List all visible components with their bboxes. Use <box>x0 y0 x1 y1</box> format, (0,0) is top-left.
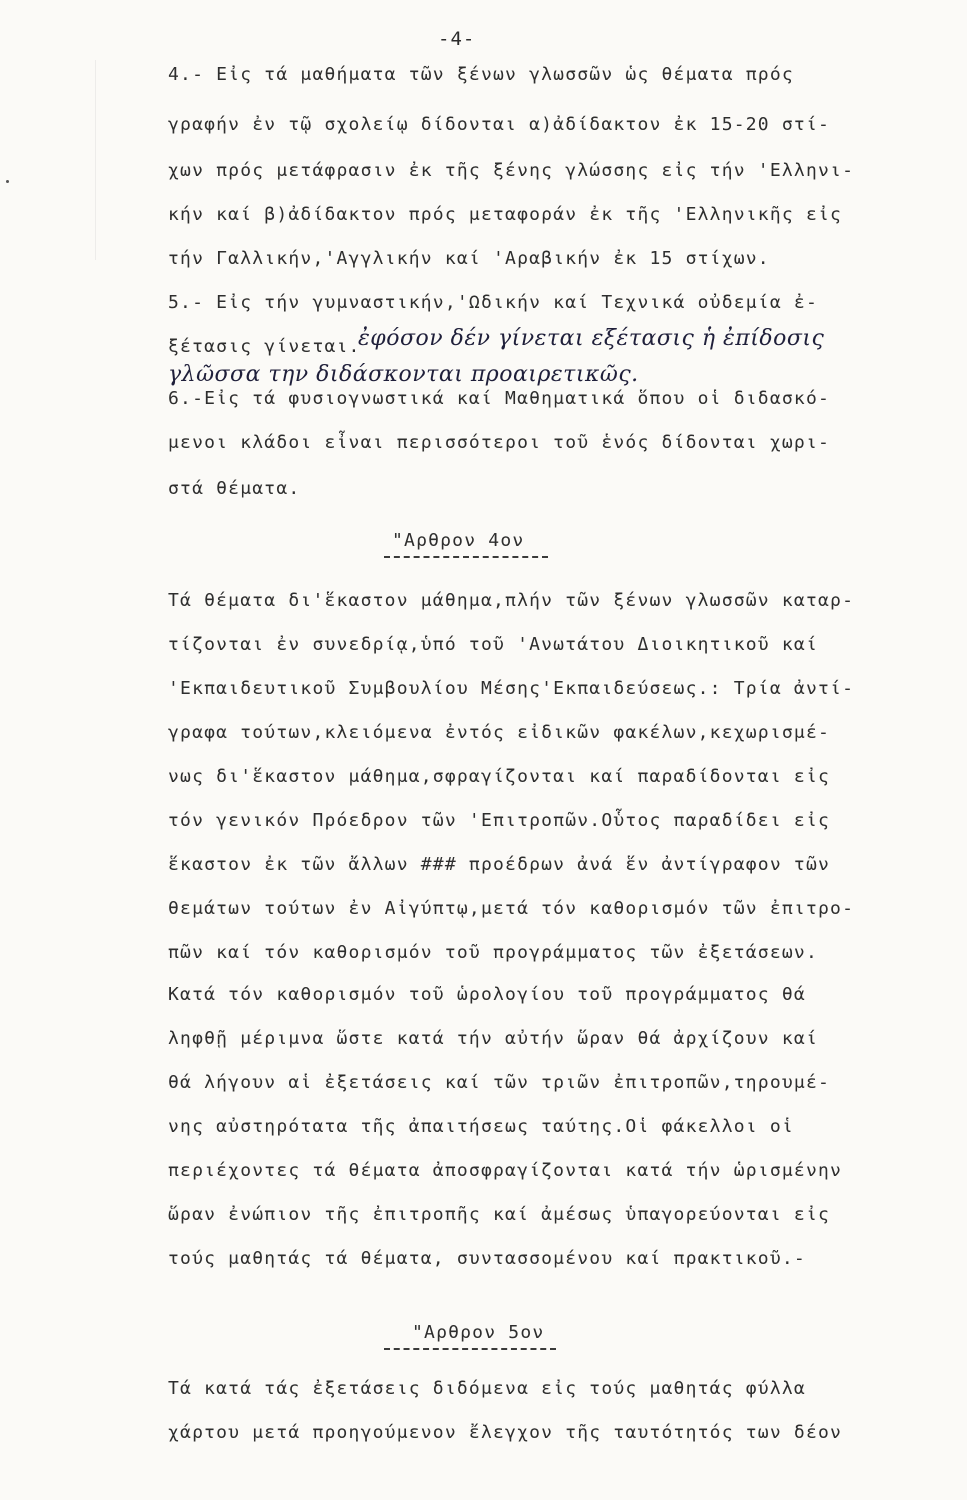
text-line: στά θέματα. <box>168 478 301 499</box>
text-line: πῶν καί τόν καθορισμόν τοῦ προγράμματος τῶν ἐξετάσεων. <box>168 942 818 963</box>
text-line: 4.- Εἰς τά μαθήματα τῶν ξένων γλωσσῶν ὡς θέματα πρός <box>168 64 794 85</box>
heading-underline <box>384 1348 556 1350</box>
handwritten-insert-line: ἐφόσον δέν γίνεται εξέτασις ἡ ἐπίδοσις <box>358 326 825 351</box>
article-5-heading: "Αρθρον 5ον <box>412 1322 545 1343</box>
text-line: γραφα τούτων,κλειόμενα ἐντός εἰδικῶν φακέλων,κεχωρισμέ- <box>168 722 831 743</box>
text-line: χων πρός μετάφρασιν ἐκ τῆς ξένης γλώσσης εἰς τήν 'Ελληνι- <box>168 160 855 181</box>
text-line: χάρτου μετά προηγούμενον ἔλεγχον τῆς ταυτότητός των δέον <box>168 1422 843 1443</box>
text-line: γραφήν ἐν τῷ σχολείῳ δίδονται α)ἀδίδακτον ἐκ 15-20 στί- <box>168 114 831 135</box>
text-line: Κατά τόν καθορισμόν τοῦ ὡρολογίου τοῦ προγράμματος θά <box>168 984 806 1005</box>
text-line: Τά κατά τάς ἐξετάσεις διδόμενα εἰς τούς μαθητάς φύλλα <box>168 1378 806 1399</box>
page-number: -4- <box>438 28 476 50</box>
text-line: 'Εκπαιδευτικοῦ Συμβουλίου Μέσης'Εκπαιδεύσεως.: Τρία ἀντί- <box>168 678 855 699</box>
text-line: τίζονται ἐν συνεδρίᾳ,ὑπό τοῦ 'Ανωτάτου Διοικητικοῦ καί <box>168 634 818 655</box>
text-line: ἕκαστον ἐκ τῶν ἄλλων ### προέδρων ἀνά ἕν ἀντίγραφον τῶν <box>168 854 831 875</box>
text-line: νως δι'ἕκαστον μάθημα,σφραγίζονται καί παραδίδονται εἰς <box>168 766 831 787</box>
faint-margin-stamp <box>0 60 96 260</box>
text-line: 6.-Εἰς τά φυσιογνωστικά καί Μαθηματικά ὅπου οἱ διδασκό- <box>168 388 831 409</box>
text-line: νης αὐστηρότατα τῆς ἀπαιτήσεως ταύτης.Οἱ φάκελλοι οἱ <box>168 1116 794 1137</box>
article-4-heading: "Αρθρον 4ον <box>392 530 525 551</box>
text-line: 5.- Εἰς τήν γυμναστικήν,'Ωδικήν καί Τεχνικά οὐδεμία ἐ- <box>168 292 818 313</box>
text-line: θεμάτων τούτων ἐν Αἰγύπτῳ,μετά τόν καθορισμόν τῶν ἐπιτρο- <box>168 898 855 919</box>
text-line: ξέτασις γίνεται. <box>168 336 361 357</box>
text-line: μενοι κλάδοι εἶναι περισσότεροι τοῦ ἑνός δίδονται χωρι- <box>168 432 831 453</box>
handwritten-insert-line: γλῶσσα την διδάσκονται προαιρετικῶς. <box>168 362 639 387</box>
text-line: ὥραν ἐνώπιον τῆς ἐπιτροπῆς καί ἀμέσως ὑπαγορεύονται εἰς <box>168 1204 831 1225</box>
text-line: περιέχοντες τά θέματα ἀποσφραγίζονται κατά τήν ὡρισμένην <box>168 1160 843 1181</box>
text-line: τόν γενικόν Πρόεδρον τῶν 'Επιτροπῶν.Οὗτος παραδίδει εἰς <box>168 810 831 831</box>
text-line: Τά θέματα δι'ἕκαστον μάθημα,πλήν τῶν ξένων γλωσσῶν καταρ- <box>168 590 855 611</box>
heading-underline <box>384 556 548 558</box>
text-line: θά λήγουν αἱ ἐξετάσεις καί τῶν τριῶν ἐπιτροπῶν,τηρουμέ- <box>168 1072 831 1093</box>
margin-mark <box>6 180 9 183</box>
text-line: τήν Γαλλικήν,'Αγγλικήν καί 'Αραβικήν ἐκ 15 στίχων. <box>168 248 770 269</box>
text-line: τούς μαθητάς τά θέματα, συντασσομένου καί πρακτικοῦ.- <box>168 1248 806 1269</box>
text-line: ληφθῇ μέριμνα ὥστε κατά τήν αὐτήν ὥραν θά ἀρχίζουν καί <box>168 1028 818 1049</box>
text-line: κήν καί β)ἀδίδακτον πρός μεταφοράν ἐκ τῆς 'Ελληνικῆς εἰς <box>168 204 843 225</box>
